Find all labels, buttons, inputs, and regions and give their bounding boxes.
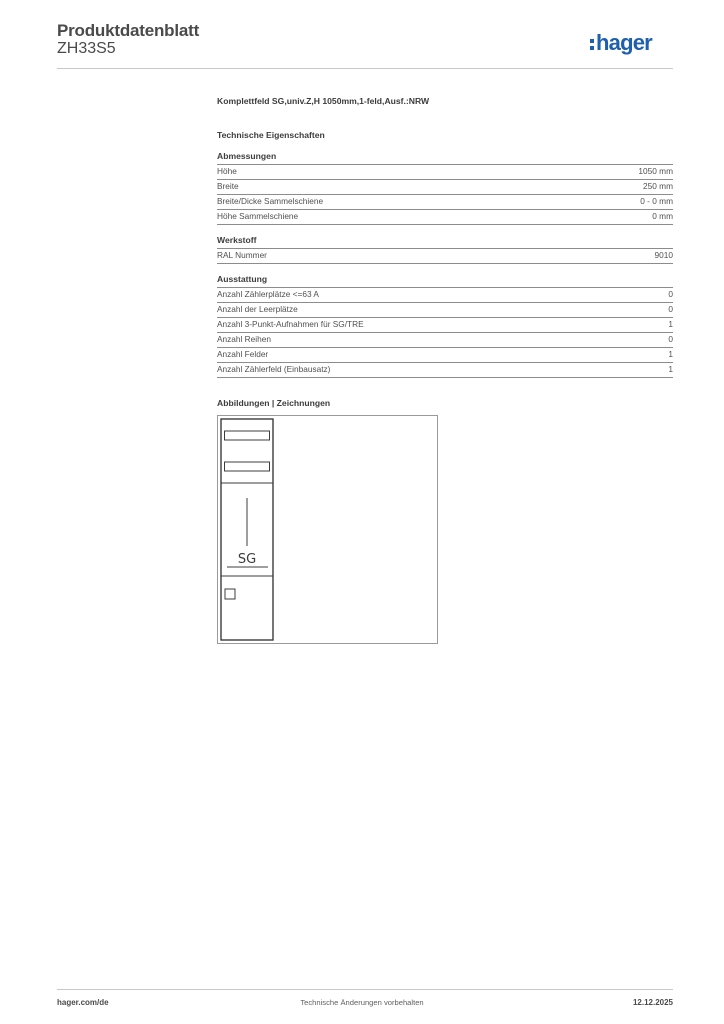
row-label: Anzahl Reihen [217,334,271,344]
row-label: Anzahl 3-Punkt-Aufnahmen für SG/TRE [217,319,364,329]
row-value: 0 mm [652,211,673,221]
logo-dots-icon [590,39,594,50]
table-row [217,333,673,348]
row-label: Anzahl Zählerfeld (Einbausatz) [217,364,331,374]
section-technical-heading: Technische Eigenschaften [217,130,325,140]
sg-label: SG [237,552,257,567]
group-dimensions [217,151,673,225]
product-code: ZH33S5 [57,40,116,57]
group-heading: Abmessungen [217,151,673,165]
footer-divider [57,989,673,990]
table-row [217,363,673,378]
row-value: 0 [668,334,673,344]
row-value: 0 [668,304,673,314]
main-content [217,96,673,408]
row-label: Anzahl Felder [217,349,269,359]
page-title: Produktdatenblatt [57,21,200,40]
table-row [217,180,673,195]
row-value: 250 mm [643,181,673,191]
table-row [217,195,673,210]
row-value: 1 [668,349,673,359]
product-drawing [217,415,438,644]
row-label: Höhe [217,166,237,176]
row-value: 1 [668,364,673,374]
row-label: Breite/Dicke Sammelschiene [217,196,324,206]
section-drawings-heading: Abbildungen | Zeichnungen [217,398,331,408]
footer-notice: Technische Änderungen vorbehalten [300,998,424,1007]
table-row [217,165,673,180]
terminal-rail-top [225,431,270,440]
table-row [217,348,673,363]
row-label: Anzahl der Leerplätze [217,304,298,314]
row-label: Höhe Sammelschiene [217,211,299,221]
row-label: RAL Nummer [217,250,267,260]
row-value: 0 - 0 mm [640,196,673,206]
row-label: Breite [217,181,239,191]
footer-website: hager.com/de [57,998,109,1007]
table-row [217,318,673,333]
checkbox-symbol-icon [225,589,235,599]
table-row [217,288,673,303]
logo-text: hager [596,30,652,55]
table-row [217,303,673,318]
group-material [217,235,673,264]
cabinet-diagram [218,416,437,643]
group-heading: Werkstoff [217,235,673,249]
row-value: 0 [668,289,673,299]
group-heading: Ausstattung [217,274,673,288]
row-value: 9010 [654,250,673,260]
header-divider [57,68,673,69]
footer-date: 12.12.2025 [632,998,673,1007]
table-row [217,210,673,225]
table-row [217,249,673,264]
group-equipment [217,274,673,378]
row-value: 1050 mm [638,166,673,176]
row-value: 1 [668,319,673,329]
product-title: Komplettfeld SG,univ.Z,H 1050mm,1-feld,Ausf.:NRW [217,96,430,106]
row-label: Anzahl Zählerplätze <=63 A [217,289,319,299]
hager-logo [590,29,652,57]
terminal-rail-bottom [225,462,270,471]
